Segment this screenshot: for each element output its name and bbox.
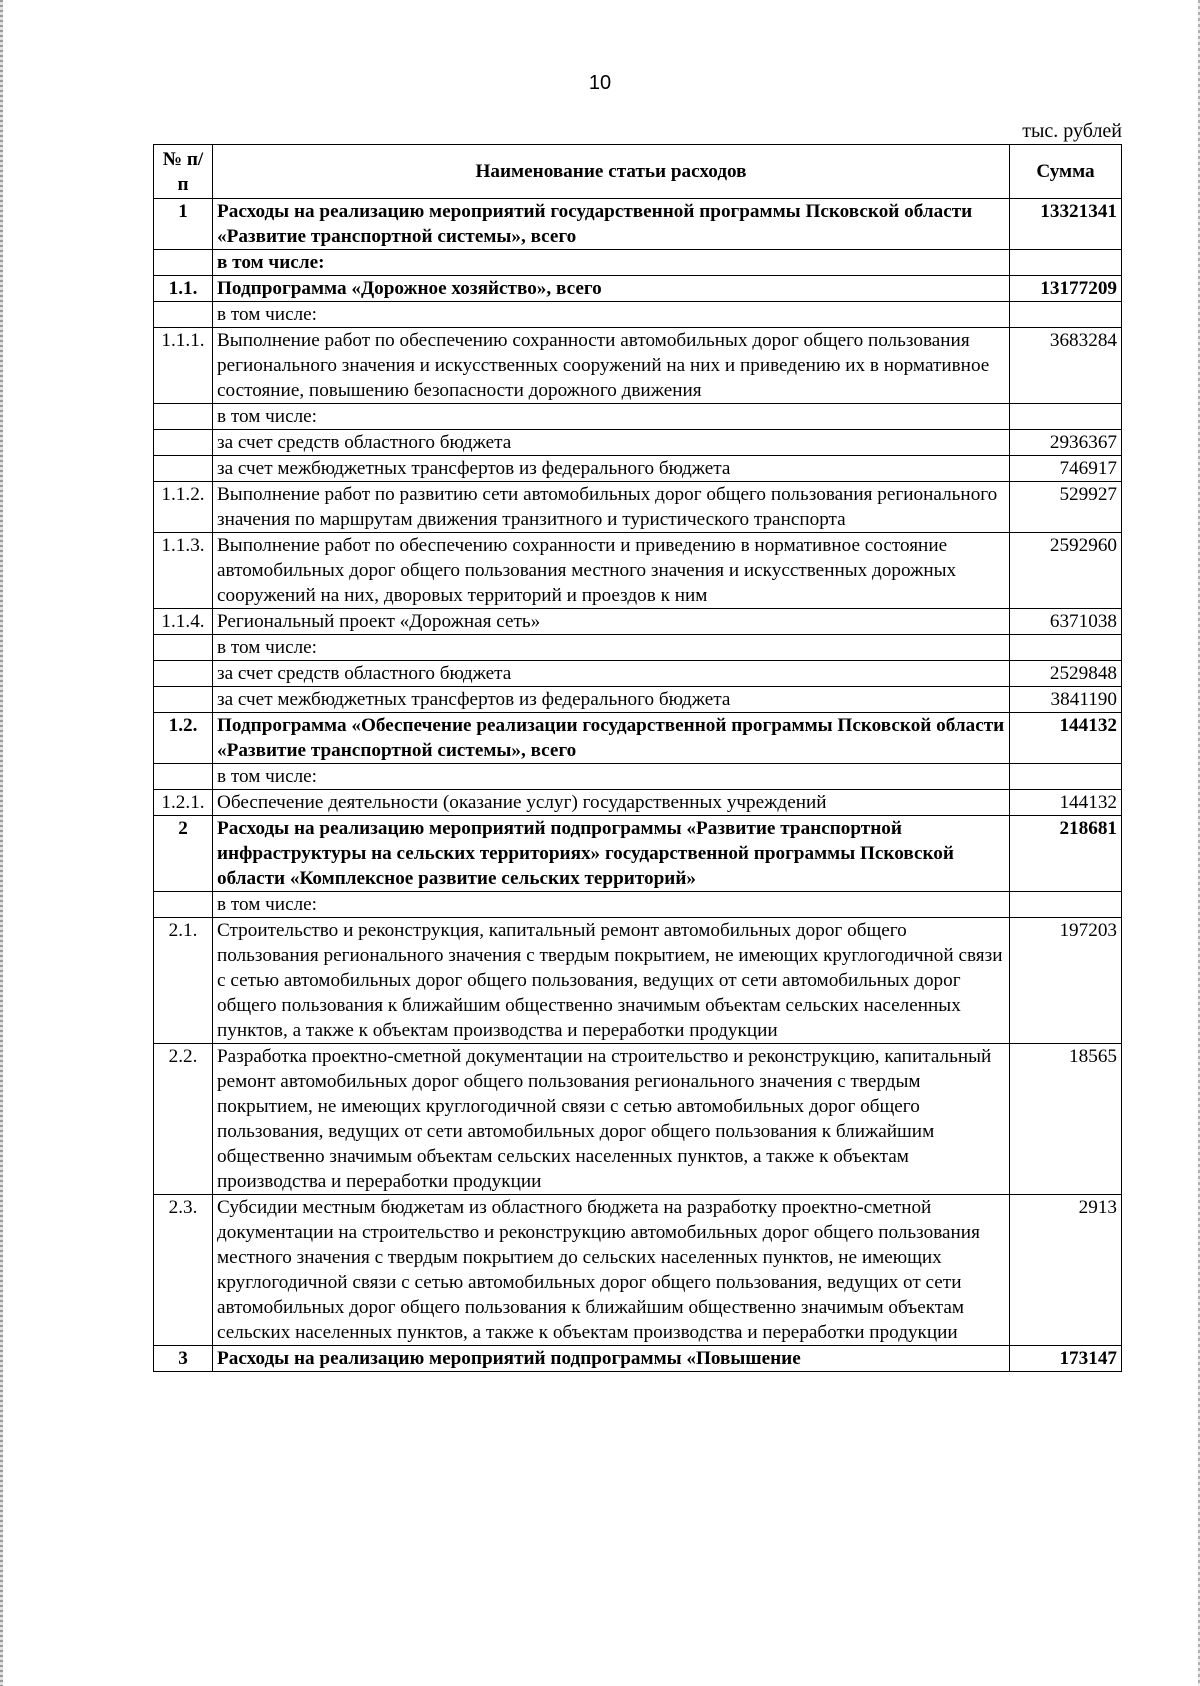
row-number: 2.2. xyxy=(154,1044,213,1195)
row-name: Выполнение работ по обеспечению сохранности и приведению в нормативное состояние автомобильных дорог общего пользования местного значения и искусственных дорожных сооружений на них, дворовых территорий и проездов к ним xyxy=(213,533,1010,609)
row-name: Разработка проектно-сметной документации на строительство и реконструкцию, капитальный ремонт автомобильных дорог общего пользования регионального значения с твердым покрытием, не имеющих круглогодичной связи с сетью автомобильных дорог общего пользования, ведущих от сети автомобильных дорог общего пользования к ближайшим общественно значимым объектам сельских населенных пунктов, а также к объектам производства и переработки продукции xyxy=(213,1044,1010,1195)
row-name: Строительство и реконструкция, капитальный ремонт автомобильных дорог общего пользования регионального значения с твердым покрытием, не имеющих круглогодичной связи с сетью автомобильных дорог общего пользования, ведущих от сети автомобильных дорог общего пользования к ближайшим общественно значимым объектам сельских населенных пунктов, а также к объектам производства и переработки продукции xyxy=(213,918,1010,1044)
row-name: Обеспечение деятельности (оказание услуг) государственных учреждений xyxy=(213,790,1010,816)
row-sum: 13177209 xyxy=(1010,276,1122,302)
row-number xyxy=(154,302,213,328)
row-number xyxy=(154,250,213,276)
row-sum: 3683284 xyxy=(1010,328,1122,404)
row-number: 3 xyxy=(154,1346,213,1372)
row-name: в том числе: xyxy=(213,892,1010,918)
expenses-table xyxy=(153,144,1122,1372)
table-row xyxy=(154,687,1122,713)
table-row xyxy=(154,430,1122,456)
row-sum xyxy=(1010,892,1122,918)
row-name: в том числе: xyxy=(213,250,1010,276)
row-name: за счет средств областного бюджета xyxy=(213,661,1010,687)
row-sum: 6371038 xyxy=(1010,609,1122,635)
row-name: в том числе: xyxy=(213,404,1010,430)
row-name: Подпрограмма «Обеспечение реализации государственной программы Псковской области «Развитие транспортной системы», всего xyxy=(213,713,1010,764)
row-sum: 2936367 xyxy=(1010,430,1122,456)
row-name: в том числе: xyxy=(213,302,1010,328)
table-row xyxy=(154,661,1122,687)
row-number xyxy=(154,892,213,918)
table-row xyxy=(154,1346,1122,1372)
table-row xyxy=(154,816,1122,892)
row-name: в том числе: xyxy=(213,764,1010,790)
row-number xyxy=(154,404,213,430)
row-number: 1.2.1. xyxy=(154,790,213,816)
header-num: № п/п xyxy=(154,145,213,199)
row-number xyxy=(154,635,213,661)
table-row xyxy=(154,328,1122,404)
table-row xyxy=(154,713,1122,764)
row-number: 1 xyxy=(154,199,213,250)
row-sum: 218681 xyxy=(1010,816,1122,892)
row-sum: 18565 xyxy=(1010,1044,1122,1195)
table-row xyxy=(154,276,1122,302)
row-name: за счет межбюджетных трансфертов из федерального бюджета xyxy=(213,687,1010,713)
row-name: Расходы на реализацию мероприятий государственной программы Псковской области «Развитие транспортной системы», всего xyxy=(213,199,1010,250)
row-sum xyxy=(1010,635,1122,661)
row-name: Выполнение работ по обеспечению сохранности автомобильных дорог общего пользования регионального значения и искусственных сооружений на них и приведению их в нормативное состояние, повышению безопасности дорожного движения xyxy=(213,328,1010,404)
row-number: 2.3. xyxy=(154,1195,213,1346)
row-number xyxy=(154,661,213,687)
header-sum: Сумма xyxy=(1010,145,1122,199)
header-name: Наименование статьи расходов xyxy=(213,145,1010,199)
table-row xyxy=(154,533,1122,609)
table-row xyxy=(154,790,1122,816)
row-number: 1.1.4. xyxy=(154,609,213,635)
row-sum: 144132 xyxy=(1010,713,1122,764)
row-number xyxy=(154,430,213,456)
table-row xyxy=(154,764,1122,790)
table-row xyxy=(154,456,1122,482)
table-row xyxy=(154,635,1122,661)
row-number: 1.1. xyxy=(154,276,213,302)
row-number: 2 xyxy=(154,816,213,892)
row-number xyxy=(154,687,213,713)
scan-edge-left xyxy=(0,0,3,1686)
table-row xyxy=(154,892,1122,918)
row-sum xyxy=(1010,250,1122,276)
row-number xyxy=(154,764,213,790)
row-number: 1.1.3. xyxy=(154,533,213,609)
table-row xyxy=(154,609,1122,635)
row-sum: 144132 xyxy=(1010,790,1122,816)
table-row xyxy=(154,1044,1122,1195)
table-header-row xyxy=(154,145,1122,199)
row-name: за счет средств областного бюджета xyxy=(213,430,1010,456)
table-row xyxy=(154,404,1122,430)
row-name: Подпрограмма «Дорожное хозяйство», всего xyxy=(213,276,1010,302)
row-sum xyxy=(1010,404,1122,430)
table-row xyxy=(154,918,1122,1044)
row-name: Региональный проект «Дорожная сеть» xyxy=(213,609,1010,635)
row-sum: 197203 xyxy=(1010,918,1122,1044)
row-number: 1.1.1. xyxy=(154,328,213,404)
row-sum xyxy=(1010,302,1122,328)
table-row xyxy=(154,1195,1122,1346)
row-sum: 2592960 xyxy=(1010,533,1122,609)
row-name: Выполнение работ по развитию сети автомобильных дорог общего пользования регионального значения по маршрутам движения транзитного и туристического транспорта xyxy=(213,482,1010,533)
row-sum: 173147 xyxy=(1010,1346,1122,1372)
row-sum: 2529848 xyxy=(1010,661,1122,687)
row-number: 1.1.2. xyxy=(154,482,213,533)
row-name: Субсидии местным бюджетам из областного бюджета на разработку проектно-сметной документации на строительство и реконструкцию автомобильных дорог общего пользования местного значения с твердым покрытием до сельских населенных пунктов, не имеющих круглогодичной связи с сетью автомобильных дорог общего пользования, ведущих от сети автомобильных дорог общего пользования к ближайшим общественно значимым объектам сельских населенных пунктов, а также к объектам производства и переработки продукции xyxy=(213,1195,1010,1346)
row-name: за счет межбюджетных трансфертов из федерального бюджета xyxy=(213,456,1010,482)
table-row xyxy=(154,482,1122,533)
row-sum: 3841190 xyxy=(1010,687,1122,713)
table-body xyxy=(154,199,1122,1372)
row-name: в том числе: xyxy=(213,635,1010,661)
row-sum: 2913 xyxy=(1010,1195,1122,1346)
table-row xyxy=(154,250,1122,276)
row-name: Расходы на реализацию мероприятий подпрограммы «Развитие транспортной инфраструктуры на сельских территориях» государственной программы Псковской области «Комплексное развитие сельских территорий» xyxy=(213,816,1010,892)
page-number: 10 xyxy=(588,72,612,94)
unit-note: тыс. рублей xyxy=(1022,120,1122,142)
table-row xyxy=(154,302,1122,328)
table-row xyxy=(154,199,1122,250)
row-number xyxy=(154,456,213,482)
row-sum: 13321341 xyxy=(1010,199,1122,250)
row-sum xyxy=(1010,764,1122,790)
row-sum: 529927 xyxy=(1010,482,1122,533)
row-number: 2.1. xyxy=(154,918,213,1044)
row-sum: 746917 xyxy=(1010,456,1122,482)
row-number: 1.2. xyxy=(154,713,213,764)
row-name: Расходы на реализацию мероприятий подпрограммы «Повышение xyxy=(213,1346,1010,1372)
